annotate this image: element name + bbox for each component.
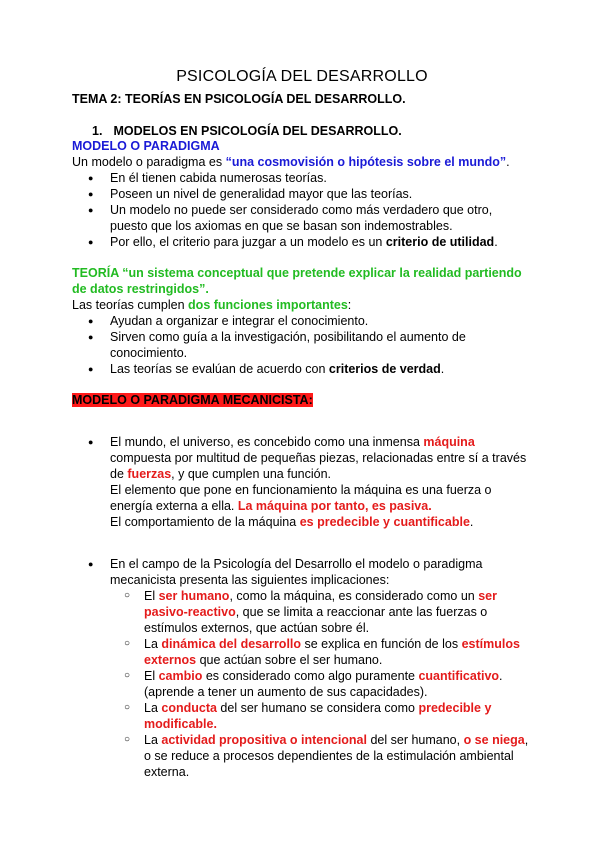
- list-item: [72, 361, 532, 377]
- sublist-item: [72, 668, 532, 700]
- list-item: [72, 234, 532, 250]
- text-span: , como la máquina, es considerado como un: [229, 589, 479, 603]
- teoria-heading: TEORÍA “un sistema conceptual que pretende explicar la realidad partiendo de datos restringidos”.: [72, 266, 522, 296]
- text-span: El comportamiento de la máquina: [110, 515, 300, 529]
- bold-term: criterio de utilidad: [385, 235, 495, 249]
- red-term: fuerzas: [127, 467, 172, 481]
- red-term: cambio: [158, 669, 203, 683]
- teoria-intro: [72, 297, 532, 313]
- teoria-list: [72, 313, 532, 377]
- text-span: El mundo, el universo, es concebido como una inmensa: [110, 435, 424, 449]
- document-title: PSICOLOGÍA DEL DESARROLLO: [176, 68, 428, 85]
- text-span: La: [144, 701, 162, 715]
- sublist-item: [72, 588, 532, 636]
- section-number: 1.: [92, 124, 103, 138]
- text-span: Las teorías cumplen: [72, 298, 189, 312]
- teoria-functions: dos funciones importantes: [188, 298, 348, 312]
- mecanicista-list: [72, 434, 532, 530]
- tema-heading: TEMA 2: TEORÍAS EN PSICOLOGÍA DEL DESARROLLO.: [72, 92, 406, 106]
- mecanicista-heading: MODELO O PARADIGMA MECANICISTA:: [72, 393, 313, 407]
- list-item: ● Un modelo no puede ser considerado como más verdadero que otro, puesto que los axiomas en que se basan son indemostrables.: [72, 202, 532, 234]
- text-span: , que se limita a reaccionar ante las fuerzas o estímulos externos, que actúan sobre él.: [144, 605, 488, 635]
- text-span: se explica en función de los: [301, 637, 462, 651]
- text-span: .: [440, 362, 445, 376]
- document-page: [72, 68, 532, 780]
- red-term: conducta: [161, 701, 217, 715]
- text-span: :: [347, 298, 352, 312]
- list-item: ● Poseen un nivel de generalidad mayor que las teorías.: [72, 186, 532, 202]
- red-term: dinámica del desarrollo: [161, 637, 302, 651]
- text-span: Las teorías se evalúan de acuerdo con: [110, 362, 329, 376]
- modelo-definition: “una cosmovisión o hipótesis sobre el mundo”: [225, 155, 507, 169]
- bold-term: criterios de verdad: [328, 362, 441, 376]
- text-span: . (aprende a tener un aumento de sus capacidades).: [144, 669, 503, 699]
- red-term: predecible y modificable.: [144, 701, 492, 731]
- text-span: Un modelo o paradigma es: [72, 155, 226, 169]
- list-item: ● En él tienen cabida numerosas teorías.: [72, 170, 532, 186]
- text-span: El elemento que pone en funcionamiento la máquina es una fuerza o energía externa a ella.: [110, 483, 492, 513]
- list-item: ● Ayudan a organizar e integrar el conocimiento.: [72, 313, 532, 329]
- implicaciones-list: [72, 556, 532, 780]
- text-span: En el campo de la Psicología del Desarrollo el modelo o paradigma mecanicista presenta las siguientes implicaciones:: [110, 557, 483, 587]
- text-span: es considerado como algo puramente: [202, 669, 419, 683]
- red-term: ser humano: [158, 589, 230, 603]
- modelo-intro: [72, 154, 532, 170]
- implicaciones-sublist: [110, 588, 532, 780]
- modelo-list: [72, 170, 532, 250]
- text-span: del ser humano se considera como: [216, 701, 419, 715]
- text-span: El: [144, 669, 159, 683]
- text-span: El: [144, 589, 159, 603]
- modelo-heading: MODELO O PARADIGMA: [72, 139, 220, 153]
- sublist-item: [72, 732, 532, 780]
- red-term: o se niega: [463, 733, 525, 747]
- red-term: estímulos externos: [144, 637, 520, 667]
- mecanicista-heading-line: [72, 392, 532, 408]
- sublist-item: [72, 700, 532, 732]
- text-span: del ser humano,: [366, 733, 464, 747]
- text-span: Por ello, el criterio para juzgar a un modelo es un: [110, 235, 386, 249]
- list-item: [72, 556, 532, 780]
- text-span: La: [144, 733, 162, 747]
- text-span: .: [494, 235, 498, 249]
- text-span: , y que cumplen una función.: [171, 467, 331, 481]
- text-span: compuesta por multitud de pequeñas piezas, relacionadas entre sí a través de: [110, 451, 527, 481]
- red-term: cuantificativo: [418, 669, 500, 683]
- section-title: MODELOS EN PSICOLOGÍA DEL DESARROLLO.: [113, 124, 402, 138]
- list-item: ● Sirven como guía a la investigación, posibilitando el aumento de conocimiento.: [72, 329, 532, 361]
- text-span: .: [469, 515, 474, 529]
- list-item: [72, 434, 532, 530]
- text-span: , o se reduce a procesos dependientes de la estimulación ambiental externa.: [144, 733, 529, 779]
- section-heading: [92, 124, 532, 138]
- text-span: .: [506, 155, 510, 169]
- text-span: La: [144, 637, 162, 651]
- red-term: La máquina por tanto, es pasiva.: [237, 499, 432, 513]
- red-term: ser pasivo-reactivo: [144, 589, 497, 619]
- text-span: que actúan sobre el ser humano.: [196, 653, 383, 667]
- red-term: máquina: [423, 435, 475, 449]
- red-term: actividad propositiva o intencional: [161, 733, 367, 747]
- red-term: es predecible y cuantificable: [299, 515, 470, 529]
- sublist-item: [72, 636, 532, 668]
